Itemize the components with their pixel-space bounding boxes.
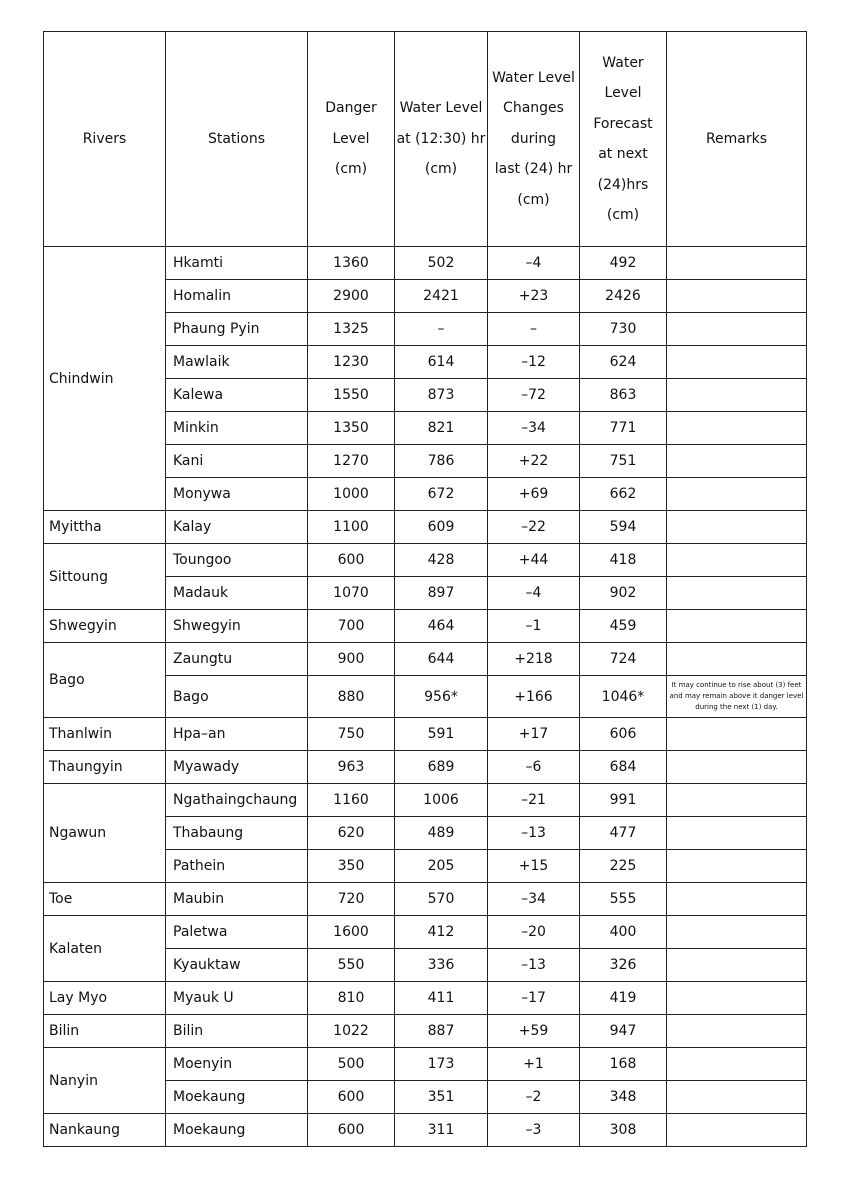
forecast-cell: 418 (580, 544, 667, 577)
danger-level-cell: 700 (308, 610, 395, 643)
water-level-cell: 614 (395, 346, 488, 379)
water-level-cell: 412 (395, 916, 488, 949)
header-line: at (12:30) hr (396, 130, 486, 147)
forecast-cell: 419 (580, 982, 667, 1015)
danger-level-cell: 600 (308, 1114, 395, 1147)
header-stations (166, 32, 308, 247)
header-forecast (580, 32, 667, 247)
header-line: (cm) (334, 161, 368, 178)
forecast-cell: 308 (580, 1114, 667, 1147)
header-line: Forecast (593, 115, 653, 132)
water-level-change-cell: +69 (488, 478, 580, 511)
forecast-cell: 730 (580, 313, 667, 346)
station-cell: Bilin (166, 1015, 308, 1048)
water-level-change-cell: –34 (488, 412, 580, 445)
header-line: (cm) (606, 207, 640, 223)
table-row (44, 751, 807, 784)
water-level-change-cell: +218 (488, 643, 580, 676)
water-level-cell: 411 (395, 982, 488, 1015)
table-row (44, 247, 807, 280)
header-line: Changes (503, 100, 564, 117)
header-line: Level (604, 85, 642, 101)
forecast-cell: 555 (580, 883, 667, 916)
water-level-change-cell: –12 (488, 346, 580, 379)
water-level-cell: 1006 (395, 784, 488, 817)
water-level-cell: 2421 (395, 280, 488, 313)
river-cell: Nanyin (44, 1048, 166, 1114)
river-cell: Thanlwin (44, 718, 166, 751)
water-level-cell: 570 (395, 883, 488, 916)
danger-level-cell: 1550 (308, 379, 395, 412)
forecast-cell: 751 (580, 445, 667, 478)
header-row (44, 32, 807, 247)
water-level-cell: 489 (395, 817, 488, 850)
remarks-cell (667, 412, 807, 445)
remarks-cell: It may continue to rise about (3) feet and may remain above it danger level during the next (1) day. (667, 676, 807, 718)
forecast-cell: 1046* (580, 676, 667, 718)
station-cell: Kalay (166, 511, 308, 544)
table-row (44, 1114, 807, 1147)
remarks-cell (667, 784, 807, 817)
forecast-cell: 594 (580, 511, 667, 544)
station-cell: Hpa–an (166, 718, 308, 751)
station-cell: Myawady (166, 751, 308, 784)
remarks-cell (667, 1015, 807, 1048)
station-cell: Hkamti (166, 247, 308, 280)
forecast-cell: 492 (580, 247, 667, 280)
header-line: (cm) (424, 161, 458, 178)
header-line: during (510, 130, 557, 147)
remarks-cell (667, 313, 807, 346)
water-level-change-cell: –4 (488, 577, 580, 610)
water-level-change-cell: – (488, 313, 580, 346)
remarks-cell (667, 511, 807, 544)
header-line: (24)hrs (597, 176, 649, 193)
header-rivers (44, 32, 166, 247)
danger-level-cell: 900 (308, 643, 395, 676)
station-cell: Mawlaik (166, 346, 308, 379)
table-row (44, 643, 807, 676)
water-level-cell: 644 (395, 643, 488, 676)
river-cell: Sittoung (44, 544, 166, 610)
station-cell: Maubin (166, 883, 308, 916)
forecast-cell: 662 (580, 478, 667, 511)
remarks-cell (667, 718, 807, 751)
header-line: Danger (325, 100, 377, 117)
river-cell: Shwegyin (44, 610, 166, 643)
table-row (44, 784, 807, 817)
danger-level-cell: 1600 (308, 916, 395, 949)
header-line: Level (332, 130, 370, 147)
water-level-cell: 428 (395, 544, 488, 577)
river-cell: Thaungyin (44, 751, 166, 784)
table-row (44, 1015, 807, 1048)
forecast-cell: 459 (580, 610, 667, 643)
station-cell: Myauk U (166, 982, 308, 1015)
station-cell: Monywa (166, 478, 308, 511)
water-level-cell: 786 (395, 445, 488, 478)
station-cell: Moekaung (166, 1114, 308, 1147)
water-level-change-cell: +1 (488, 1048, 580, 1081)
station-cell: Homalin (166, 280, 308, 313)
remarks-cell (667, 1081, 807, 1114)
forecast-cell: 477 (580, 817, 667, 850)
danger-level-cell: 880 (308, 676, 395, 718)
header-danger-level (308, 32, 395, 247)
river-cell: Nankaung (44, 1114, 166, 1147)
table-row (44, 883, 807, 916)
remarks-cell (667, 916, 807, 949)
station-cell: Ngathaingchaung (166, 784, 308, 817)
water-level-change-cell: +15 (488, 850, 580, 883)
forecast-cell: 225 (580, 850, 667, 883)
water-level-cell: 464 (395, 610, 488, 643)
danger-level-cell: 1160 (308, 784, 395, 817)
table-row (44, 982, 807, 1015)
water-level-change-cell: –21 (488, 784, 580, 817)
station-cell: Kyauktaw (166, 949, 308, 982)
station-cell: Moenyin (166, 1048, 308, 1081)
station-cell: Madauk (166, 577, 308, 610)
header-water-level-changes (488, 32, 580, 247)
station-cell: Toungoo (166, 544, 308, 577)
water-level-change-cell: –6 (488, 751, 580, 784)
remarks-cell (667, 247, 807, 280)
danger-level-cell: 963 (308, 751, 395, 784)
forecast-cell: 606 (580, 718, 667, 751)
forecast-cell: 771 (580, 412, 667, 445)
danger-level-cell: 750 (308, 718, 395, 751)
water-level-table (43, 31, 807, 1147)
table-row (44, 1048, 807, 1081)
header-line: last (24) hr (494, 161, 573, 178)
remarks-cell (667, 577, 807, 610)
river-cell: Lay Myo (44, 982, 166, 1015)
river-cell: Kalaten (44, 916, 166, 982)
water-level-change-cell: +17 (488, 718, 580, 751)
danger-level-cell: 1022 (308, 1015, 395, 1048)
water-level-cell: 887 (395, 1015, 488, 1048)
remarks-cell (667, 817, 807, 850)
header-line: Rivers (82, 130, 127, 147)
remarks-cell (667, 280, 807, 313)
water-level-cell: 689 (395, 751, 488, 784)
header-remarks (667, 32, 807, 247)
table-row (44, 610, 807, 643)
water-level-cell: 821 (395, 412, 488, 445)
water-level-cell: 591 (395, 718, 488, 751)
water-level-cell: 205 (395, 850, 488, 883)
station-cell: Kalewa (166, 379, 308, 412)
forecast-cell: 400 (580, 916, 667, 949)
water-level-change-cell: +23 (488, 280, 580, 313)
station-cell: Minkin (166, 412, 308, 445)
remarks-cell (667, 1114, 807, 1147)
table-row (44, 511, 807, 544)
remarks-cell (667, 478, 807, 511)
station-cell: Bago (166, 676, 308, 718)
danger-level-cell: 550 (308, 949, 395, 982)
table-row (44, 718, 807, 751)
danger-level-cell: 1230 (308, 346, 395, 379)
water-level-cell: 609 (395, 511, 488, 544)
station-cell: Moekaung (166, 1081, 308, 1114)
remarks-cell (667, 445, 807, 478)
river-cell: Bilin (44, 1015, 166, 1048)
danger-level-cell: 1270 (308, 445, 395, 478)
river-cell: Toe (44, 883, 166, 916)
remarks-cell (667, 1048, 807, 1081)
header-line: Stations (207, 130, 266, 147)
forecast-cell: 684 (580, 751, 667, 784)
water-level-change-cell: –17 (488, 982, 580, 1015)
water-level-cell: 351 (395, 1081, 488, 1114)
remarks-cell (667, 850, 807, 883)
danger-level-cell: 1070 (308, 577, 395, 610)
danger-level-cell: 1000 (308, 478, 395, 511)
danger-level-cell: 350 (308, 850, 395, 883)
forecast-cell: 724 (580, 643, 667, 676)
water-level-change-cell: –2 (488, 1081, 580, 1114)
forecast-cell: 947 (580, 1015, 667, 1048)
water-level-change-cell: –3 (488, 1114, 580, 1147)
danger-level-cell: 1100 (308, 511, 395, 544)
water-level-change-cell: –22 (488, 511, 580, 544)
danger-level-cell: 600 (308, 544, 395, 577)
water-level-change-cell: –4 (488, 247, 580, 280)
forecast-cell: 902 (580, 577, 667, 610)
header-line: (cm) (517, 191, 550, 208)
water-level-cell: 897 (395, 577, 488, 610)
header-line: Remarks (705, 130, 768, 147)
water-level-change-cell: –72 (488, 379, 580, 412)
danger-level-cell: 1360 (308, 247, 395, 280)
remarks-cell (667, 949, 807, 982)
remarks-cell (667, 982, 807, 1015)
water-level-cell: 336 (395, 949, 488, 982)
danger-level-cell: 500 (308, 1048, 395, 1081)
remarks-cell (667, 346, 807, 379)
river-cell: Ngawun (44, 784, 166, 883)
water-level-cell: 173 (395, 1048, 488, 1081)
remarks-cell (667, 883, 807, 916)
water-level-cell: 311 (395, 1114, 488, 1147)
danger-level-cell: 600 (308, 1081, 395, 1114)
remarks-cell (667, 643, 807, 676)
remarks-cell (667, 379, 807, 412)
forecast-cell: 168 (580, 1048, 667, 1081)
station-cell: Kani (166, 445, 308, 478)
water-level-cell: 672 (395, 478, 488, 511)
forecast-cell: 2426 (580, 280, 667, 313)
remarks-cell (667, 751, 807, 784)
danger-level-cell: 620 (308, 817, 395, 850)
station-cell: Zaungtu (166, 643, 308, 676)
river-cell: Chindwin (44, 247, 166, 511)
header-line: Water (602, 54, 644, 71)
water-level-change-cell: –13 (488, 949, 580, 982)
water-level-change-cell: +59 (488, 1015, 580, 1048)
forecast-cell: 326 (580, 949, 667, 982)
forecast-cell: 863 (580, 379, 667, 412)
water-level-change-cell: –34 (488, 883, 580, 916)
danger-level-cell: 720 (308, 883, 395, 916)
station-cell: Thabaung (166, 817, 308, 850)
station-cell: Pathein (166, 850, 308, 883)
water-level-change-cell: –13 (488, 817, 580, 850)
remarks-cell (667, 610, 807, 643)
water-level-cell: 956* (395, 676, 488, 718)
table-row (44, 544, 807, 577)
danger-level-cell: 1350 (308, 412, 395, 445)
river-cell: Bago (44, 643, 166, 718)
station-cell: Shwegyin (166, 610, 308, 643)
table-body (44, 247, 807, 1147)
river-cell: Myittha (44, 511, 166, 544)
header-line: Water Level (399, 100, 483, 117)
header-line: Water Level (492, 69, 575, 86)
station-cell: Paletwa (166, 916, 308, 949)
water-level-cell: 873 (395, 379, 488, 412)
table-row (44, 916, 807, 949)
header-line: at next (598, 146, 648, 162)
water-level-cell: – (395, 313, 488, 346)
danger-level-cell: 1325 (308, 313, 395, 346)
header-water-level (395, 32, 488, 247)
water-level-change-cell: +166 (488, 676, 580, 718)
forecast-cell: 348 (580, 1081, 667, 1114)
forecast-cell: 991 (580, 784, 667, 817)
water-level-change-cell: +44 (488, 544, 580, 577)
remarks-cell (667, 544, 807, 577)
water-level-change-cell: –20 (488, 916, 580, 949)
danger-level-cell: 810 (308, 982, 395, 1015)
water-level-change-cell: –1 (488, 610, 580, 643)
water-level-cell: 502 (395, 247, 488, 280)
station-cell: Phaung Pyin (166, 313, 308, 346)
forecast-cell: 624 (580, 346, 667, 379)
water-level-change-cell: +22 (488, 445, 580, 478)
danger-level-cell: 2900 (308, 280, 395, 313)
